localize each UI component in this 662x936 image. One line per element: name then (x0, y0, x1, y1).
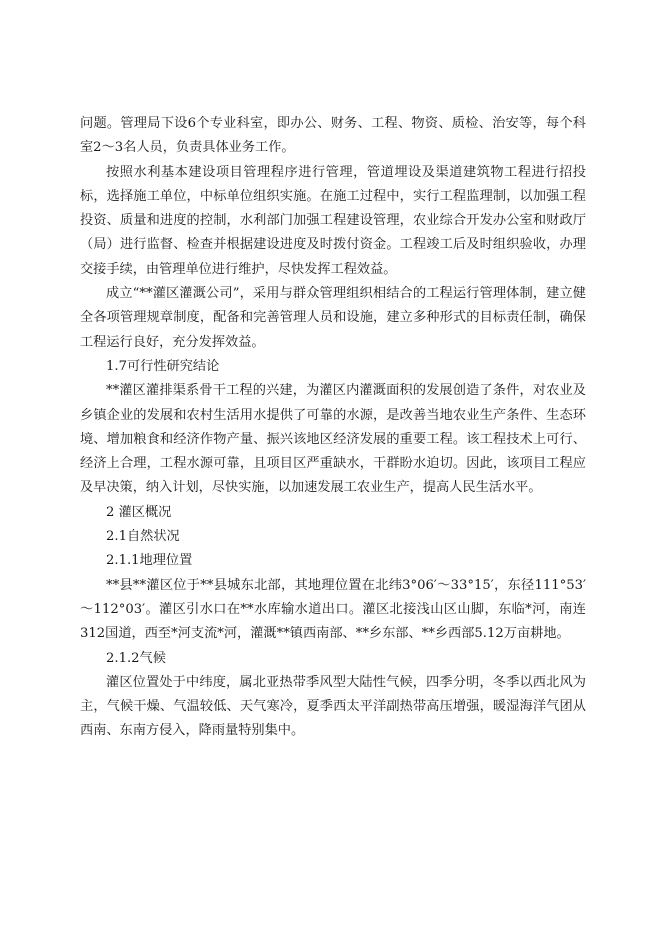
paragraph-irrigation-company: 成立“**灌区灌溉公司”，采用与群众管理组织相结合的工程运行管理体制，建立健全各项管理规章制度，配备和完善管理人员和设施，建立多种形式的目标责任制，确保工程运行良好，充分发挥效益。 (80, 286, 586, 350)
paragraph-geographic-location: **县**灌区位于**县城东北部，其地理位置在北纬3°06′～33°15′，东径111°53′～112°03′。灌区引水口在**水库输水道出口。灌区北接浅山区山脚，东临*河，南连312国道，西至*河支流*河，灌溉**镇西南部、**乡东部、**乡西部5.12万亩耕地。 (80, 577, 586, 642)
paragraph-climate: 灌区位置处于中纬度，属北亚热带季风型大陆性气候，四季分明，冬季以西北风为主，气候干燥、气温较低、天气寒冷，夏季西太平洋副热带高压增强，暖湿海洋气团从西南、东南方侵入，降雨量特别集中。 (80, 674, 586, 739)
section-heading-1-7: 1.7可行性研究结论 (106, 358, 220, 374)
paragraph-construction-management: 按照水利基本建设项目管理程序进行管理，管道埋设及渠道建筑物工程进行招投标，选择施工单位，中标单位组织实施。在施工过程中，实行工程监理制，以加强工程投资、质量和进度的控制，水利部门加强工程建设管理，农业综合开发办公室和财政厅（局）进行监督、检查并根据建设进度及时拨付资金。工程竣工后及时组织验收，办理交接手续，由管理单位进行维护，尽快发挥工程效益。 (80, 164, 586, 277)
document-body (80, 112, 586, 744)
section-heading-2-1-2: 2.1.2气候 (106, 650, 166, 666)
section-heading-2-1: 2.1自然状况 (106, 529, 180, 545)
section-heading-2-1-1: 2.1.1地理位置 (106, 553, 193, 569)
paragraph-management-bureau: 问题。管理局下设6个专业科室，即办公、财务、工程、物资、质检、治安等，每个科室2～3名人员，负责具体业务工作。 (80, 116, 586, 156)
section-heading-2: 2 灌区概况 (106, 504, 172, 520)
paragraph-feasibility-conclusion: **灌区灌排渠系骨干工程的兴建，为灌区内灌溉面积的发展创造了条件，对农业及乡镇企业的发展和农村生活用水提供了可靠的水源，是改善当地农业生产条件、生态环境、增加粮食和经济作物产量、振兴该地区经济发展的重要工程。该工程技术上可行、经济上合理，工程水源可靠，且项目区严重缺水，干群盼水迫切。因此，该项目工程应及早决策，纳入计划，尽快实施，以加速发展工农业生产，提高人民生活水平。 (80, 383, 586, 496)
